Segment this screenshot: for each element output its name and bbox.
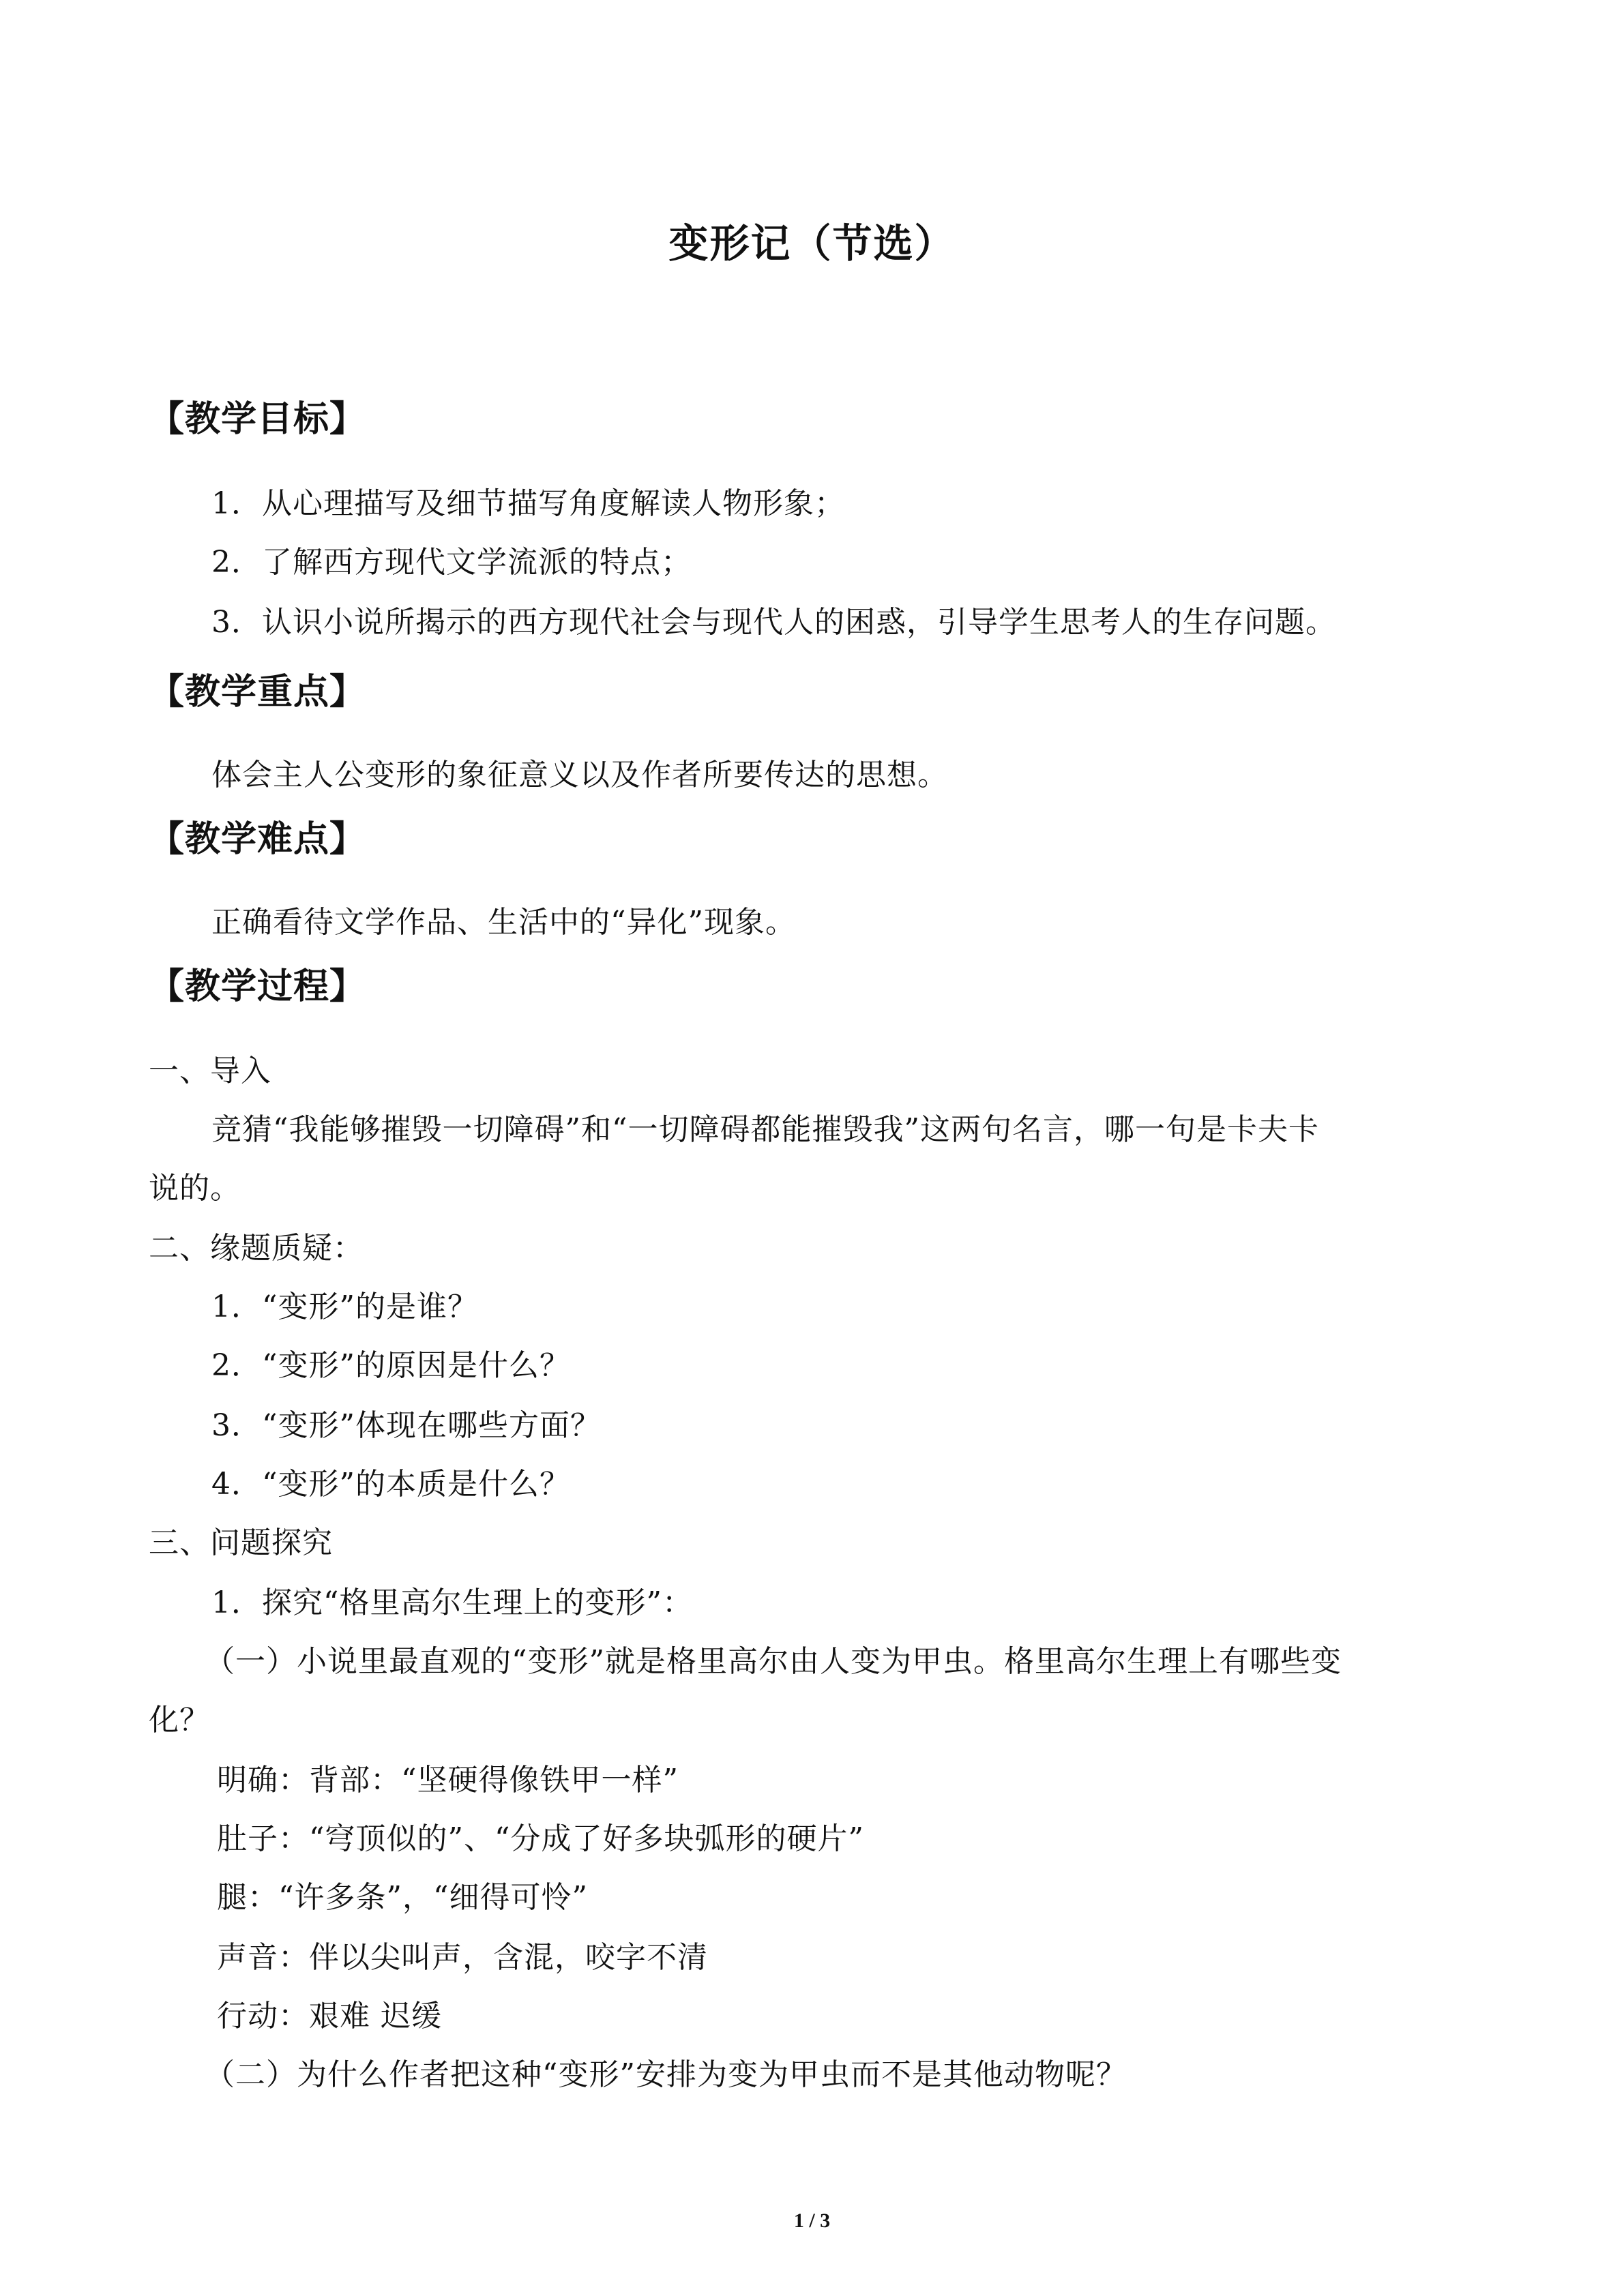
objective-item-1: 1．从心理描写及细节描写角度解读人物形象；: [211, 486, 845, 521]
answer-belly: 肚子：“穹顶似的”、“分成了好多块弧形的硬片”: [217, 1821, 864, 1856]
inquiry-question-1-line-2: 化？: [149, 1703, 210, 1738]
page-title: 变形记（节选）: [668, 220, 956, 267]
question-item-3: 3．“变形”体现在哪些方面？: [211, 1408, 601, 1443]
inquiry-question-1-line-1: （一）小说里最直观的“变形”就是格里高尔由人变为甲虫。格里高尔生理上有哪些变: [205, 1644, 1342, 1679]
key-points-text: 体会主人公变形的象征意义以及作者所要传达的思想。: [211, 758, 948, 792]
question-item-1: 1．“变形”的是谁？: [211, 1289, 478, 1324]
intro-text-line-1: 竞猜“我能够摧毁一切障碍”和“一切障碍都能摧毁我”这两句名言，哪一句是卡夫卡: [211, 1112, 1319, 1147]
inquiry-sub-1: 1．探究“格里高尔生理上的变形”：: [211, 1585, 693, 1620]
answer-movement: 行动：艰难 迟缓: [217, 1999, 442, 2033]
inquiry-question-2: （二）为什么作者把这种“变形”安排为变为甲虫而不是其他动物呢？: [205, 2057, 1127, 2092]
heading-key-points: 【教学重点】: [149, 672, 366, 713]
question-item-4: 4．“变形”的本质是什么？: [211, 1467, 570, 1502]
answer-back: 明确：背部：“坚硬得像铁甲一样”: [217, 1763, 679, 1798]
heading-objectives: 【教学目标】: [149, 399, 366, 440]
questions-label: 二、缘题质疑：: [149, 1231, 364, 1266]
intro-text-line-2: 说的。: [149, 1171, 241, 1206]
answer-voice: 声音：伴以尖叫声，含混，咬字不清: [217, 1940, 708, 1975]
objective-item-3: 3．认识小说所揭示的西方现代社会与现代人的困惑，引导学生思考人的生存问题。: [211, 605, 1336, 640]
answer-legs: 腿：“许多条”，“细得可怜”: [217, 1880, 588, 1915]
difficulties-text: 正确看待文学作品、生活中的“异化”现象。: [211, 905, 796, 940]
page-number: 1 / 3: [793, 2209, 831, 2232]
objective-item-2: 2．了解西方现代文学流派的特点；: [211, 545, 692, 580]
question-item-2: 2．“变形”的原因是什么？: [211, 1348, 570, 1383]
heading-difficulties: 【教学难点】: [149, 819, 366, 860]
inquiry-label: 三、问题探究: [149, 1525, 333, 1560]
intro-label: 一、导入: [149, 1054, 271, 1088]
heading-process: 【教学过程】: [149, 966, 366, 1007]
